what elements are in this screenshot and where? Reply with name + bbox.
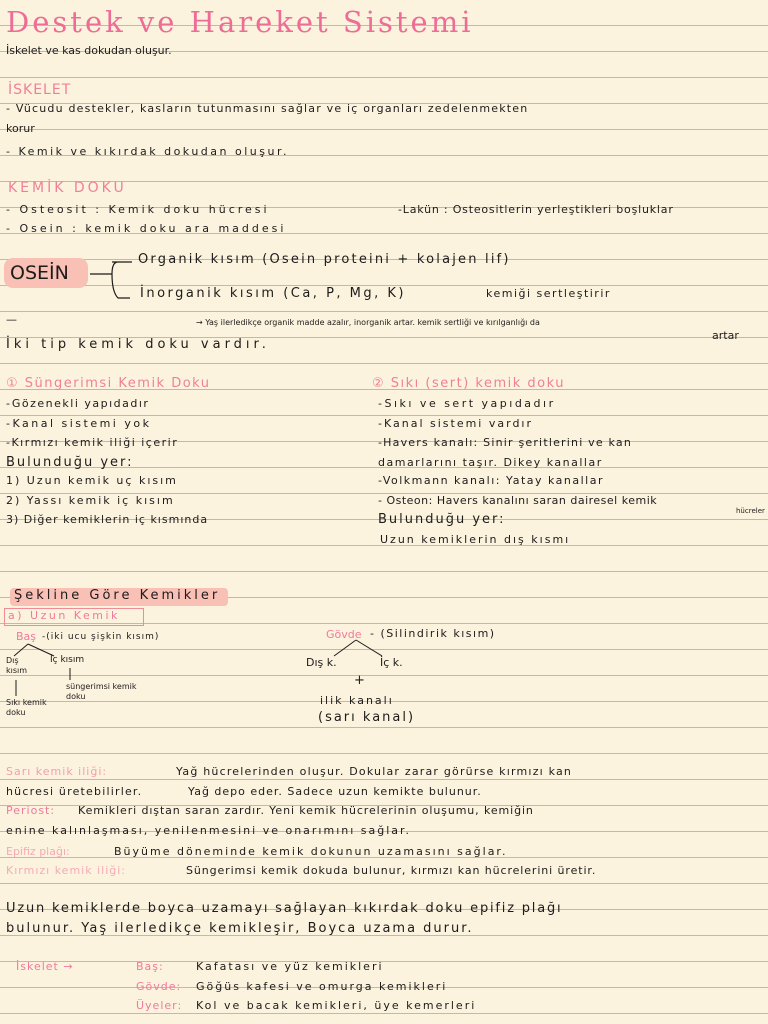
page-title: Destek ve Hareket Sistemi [6, 5, 474, 39]
epifiz-text: Büyüme döneminde kemik dokunun uzamasını sağlar. [114, 845, 508, 858]
periost-label: Periost: [6, 804, 56, 817]
iskelet-list-lead: İskelet → [16, 960, 74, 973]
iskelet-heading: İSKELET [8, 82, 72, 98]
siki-heading: ② Sıkı (sert) kemik doku [372, 376, 565, 391]
osein-inorganik-note: kemiği sertleştirir [486, 287, 611, 300]
intro-text: İskelet ve kas dokudan oluşur. [6, 44, 172, 57]
siki-item-6: - Osteon: Havers kanalını saran dairesel kemik [378, 494, 658, 507]
sungerimsi-item-1: -Gözenekli yapıdadır [6, 397, 150, 410]
sungerimsi-item-3: -Kırmızı kemik iliği içerir [6, 436, 179, 449]
age-note-2: artar [712, 329, 739, 342]
iskelet-line-2: - Kemik ve kıkırdak dokudan oluşur. [6, 145, 289, 158]
osteosit-line: - Osteosit : Kemik doku hücresi [6, 203, 270, 216]
kirmizi-ilik-label: Kırmızı kemik iliği: [6, 864, 126, 877]
sungerimsi-place-3: 3) Diğer kemiklerin iç kısmında [6, 513, 209, 526]
periost-text-2: enine kalınlaşması, yenilenmesini ve onarımını sağlar. [6, 824, 412, 837]
bas-desc: -(iki ucu şişkin kısım) [42, 632, 160, 642]
iskelet-line-1: - Vücudu destekler, kasların tutunmasını sağlar ve iç organları zedelenmekten [6, 102, 529, 115]
ilik-kanali: ilik kanalı [320, 694, 394, 707]
siki-item-3: -Havers kanalı: Sinir şeritlerini ve kan [378, 436, 633, 449]
sungerimsi-heading: ① Süngerimsi Kemik Doku [6, 376, 211, 391]
osein-label: OSEİN [10, 262, 69, 284]
lakun-line: -Lakün : Osteositlerin yerleştikleri boşluklar [398, 203, 674, 216]
sari-ilik-text-2: hücresi üretebilirler. [6, 785, 143, 798]
iskelet-list-uyeler-label: Üyeler: [136, 999, 183, 1012]
uzun-kemik-label: a) Uzun Kemik [8, 609, 120, 622]
govde-label: Gövde [326, 628, 362, 641]
sari-ilik-text-2b: Yağ depo eder. Sadece uzun kemikte bulunur. [188, 785, 482, 798]
epifiz-para-1: Uzun kemiklerde boyca uzamayı sağlayan kıkırdak doku epifiz plağı [6, 901, 563, 916]
osein-inorganik: İnorganik kısım (Ca, P, Mg, K) [140, 286, 407, 301]
sari-ilik-text: Yağ hücrelerinden oluşur. Dokular zarar görürse kırmızı kan [176, 765, 573, 778]
sungerimsi-place-2: 2) Yassı kemik iç kısım [6, 494, 175, 507]
age-note: → Yaş ilerledikçe organik madde azalır, inorganik artar. kemik sertliği ve kırılganlığı da [196, 318, 540, 327]
sungerimsi-found: Bulunduğu yer: [6, 455, 134, 470]
osein-line: - Osein : kemik doku ara maddesi [6, 222, 287, 235]
sungerimsi-place-1: 1) Uzun kemik uç kısım [6, 474, 178, 487]
iskelet-list-bas-text: Kafatası ve yüz kemikleri [196, 960, 384, 973]
plus-sign: + [354, 673, 365, 688]
osein-organik: Organik kısım (Osein proteini + kolajen lif) [138, 252, 511, 267]
siki-osteon-tail: hücreler [736, 507, 765, 515]
siki-found: Bulunduğu yer: [378, 512, 506, 527]
iskelet-list-bas-label: Baş: [136, 960, 164, 973]
iskelet-line-1b: korur [6, 122, 35, 135]
bas-label: Baş [16, 630, 37, 643]
kemik-doku-heading: KEMİK DOKU [8, 180, 127, 196]
periost-text: Kemikleri dıştan saran zardır. Yeni kemik hücrelerinin oluşumu, kemiğin [78, 804, 534, 817]
iskelet-list-uyeler-text: Kol ve bacak kemikleri, üye kemerleri [196, 999, 477, 1012]
dis-kisim: Dış kısım [6, 656, 28, 675]
iskelet-list-govde-text: Göğüs kafesi ve omurga kemikleri [196, 980, 448, 993]
siki-place: Uzun kemiklerin dış kısmı [380, 533, 571, 546]
sekline-heading: Şekline Göre Kemikler [14, 588, 221, 603]
ic-kisim: İç kısım [50, 655, 85, 665]
siki-kemik-doku: Sıkı kemik doku [6, 698, 47, 717]
siki-item-2: -Kanal sistemi vardır [378, 417, 534, 430]
dis-k: Dış k. [306, 656, 337, 669]
siki-item-5: -Volkmann kanalı: Yatay kanallar [378, 474, 605, 487]
sari-ilik-label: Sarı kemik iliği: [6, 765, 108, 778]
epifiz-para-2: bulunur. Yaş ilerledikçe kemikleşir, Boyca uzama durur. [6, 921, 474, 936]
sungerimsi-item-2: -Kanal sistemi yok [6, 417, 152, 430]
age-dash: — [6, 313, 17, 326]
govde-desc: - (Silindirik kısım) [370, 627, 496, 640]
ic-k: İç k. [380, 656, 403, 669]
siki-item-4: damarlarını taşır. Dikey kanallar [378, 456, 603, 469]
epifiz-label: Epifiz plağı: [6, 845, 70, 858]
kirmizi-ilik-text: Süngerimsi kemik dokuda bulunur, kırmızı kan hücrelerini üretir. [186, 864, 597, 877]
iskelet-list-govde-label: Gövde: [136, 980, 182, 993]
sari-kanal: (sarı kanal) [318, 710, 416, 725]
siki-item-1: -Sıkı ve sert yapıdadır [378, 397, 556, 410]
two-types-line: İki tip kemik doku vardır. [6, 337, 270, 352]
sungerimsi-kemik-doku: süngerimsi kemik doku [66, 682, 137, 701]
